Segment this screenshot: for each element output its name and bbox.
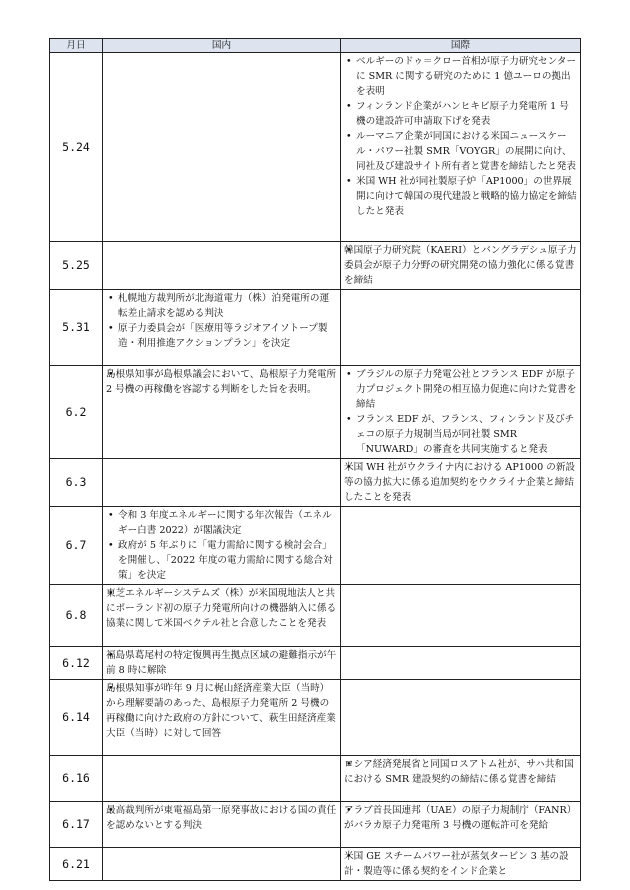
international-cell — [341, 53, 581, 242]
domestic-cell — [103, 290, 341, 366]
international-cell — [341, 647, 581, 680]
international-entry-list — [344, 54, 577, 219]
row-date: 6.16 — [50, 756, 103, 802]
international-entry-list — [344, 803, 577, 833]
row-date: 6.17 — [50, 802, 103, 848]
table-row — [50, 680, 581, 756]
row-date: 5.25 — [50, 242, 103, 290]
domestic-entry-list — [106, 648, 337, 678]
international-entry-list — [344, 367, 577, 457]
international-entry: • 米国 GE スチームパワー社が蒸気タービン 3 基の設計・製造等に係る契約をインド企業と — [344, 849, 577, 879]
row-date: 5.31 — [50, 290, 103, 366]
international-entry-list — [344, 757, 577, 787]
domestic-entry: • 島根県知事が昨年 9 月に梶山経済産業大臣（当時）から理解要請のあった、島根原子力発電所 2 号機の再稼働に向けた政府の方針について、萩生田経済産業大臣（当時）に対して回答 — [106, 681, 337, 741]
domestic-entry: • 東芝エネルギーシステムズ（株）が米国現地法人と共にポーランド初の原子力発電所向けの機器納入に係る協業に関して米国ベクテル社と合意したことを発表 — [106, 586, 337, 631]
international-cell — [341, 680, 581, 756]
international-entry: • ロシア経済発展省と同国ロスアトム社が、サハ共和国における SMR 建設契約の締結に係る覚書を締結 — [344, 757, 577, 787]
domestic-entry: • 政府が 5 年ぶりに「電力需給に関する検討会合」を開催し、「2022 年度の電力需給に関する総合対策」を決定 — [106, 538, 337, 583]
domestic-entry: • 原子力委員会が「医療用等ラジオアイソトープ製造・利用推進アクションプラン」を決定 — [106, 321, 337, 351]
domestic-entry: • 令和 3 年度エネルギーに関する年次報告（エネルギー白書 2022）が閣議決定 — [106, 508, 337, 538]
domestic-cell — [103, 680, 341, 756]
domestic-entry-list — [106, 586, 337, 631]
international-entry-list — [344, 849, 577, 879]
row-date: 6.3 — [50, 459, 103, 507]
header-row — [50, 39, 581, 53]
domestic-entry-list — [106, 508, 337, 583]
domestic-cell — [103, 647, 341, 680]
international-cell — [341, 242, 581, 290]
international-entry: • フィンランド企業がハンヒキビ原子力発電所 1 号機の建設許可申請取下げを発表 — [344, 99, 577, 129]
domestic-entry: • 最高裁判所が東電福島第一原発事故における国の責任を認めないとする判決 — [106, 803, 337, 833]
domestic-entry: • 札幌地方裁判所が北海道電力（株）泊発電所の運転差止請求を認める判決 — [106, 291, 337, 321]
domestic-entry-list — [106, 291, 337, 351]
row-date: 6.8 — [50, 585, 103, 647]
international-entry: • フランス EDF が、フランス、フィンランド及びチェコの原子力規制当局が同社製 SMR「NUWARD」の審査を共同実施すると発表 — [344, 412, 577, 457]
international-cell — [341, 290, 581, 366]
table-row — [50, 366, 581, 459]
row-date: 6.21 — [50, 848, 103, 881]
domestic-entry-list — [106, 367, 337, 397]
domestic-entry: • 福島県葛尾村の特定復興再生拠点区域の避難指示が午前 8 時に解除 — [106, 648, 337, 678]
table-row — [50, 507, 581, 585]
table-body — [50, 53, 581, 881]
domestic-cell — [103, 459, 341, 507]
row-date: 6.12 — [50, 647, 103, 680]
row-date: 5.24 — [50, 53, 103, 242]
international-cell — [341, 585, 581, 647]
domestic-cell — [103, 585, 341, 647]
domestic-entry-list — [106, 803, 337, 833]
international-entry-list — [344, 243, 577, 288]
row-date: 6.2 — [50, 366, 103, 459]
table-row — [50, 459, 581, 507]
domestic-entry: • 島根県知事が島根県議会において、島根原子力発電所 2 号機の再稼働を容認する判断をした旨を表明。 — [106, 367, 337, 397]
header-date: 月日 — [50, 39, 103, 53]
international-cell — [341, 848, 581, 881]
international-cell — [341, 802, 581, 848]
domestic-entry-list — [106, 681, 337, 741]
table-row — [50, 647, 581, 680]
domestic-cell — [103, 802, 341, 848]
table-row — [50, 585, 581, 647]
international-entry: • 米国 WH 社がウクライナ内における AP1000 の新設等の協力拡大に係る追加契約をウクライナ企業と締結したことを発表 — [344, 460, 577, 505]
domestic-cell — [103, 848, 341, 881]
row-date: 6.14 — [50, 680, 103, 756]
domestic-cell — [103, 53, 341, 242]
domestic-cell — [103, 507, 341, 585]
international-entry: • ブラジルの原子力発電公社とフランス EDF が原子力プロジェクト開発の相互協力促進に向けた覚書を締結 — [344, 367, 577, 412]
table-row — [50, 242, 581, 290]
international-cell — [341, 507, 581, 585]
table-row — [50, 802, 581, 848]
international-entry: • アラブ首長国連邦（UAE）の原子力規制庁（FANR）がバラカ原子力発電所 3 号機の運転許可を発給 — [344, 803, 577, 833]
international-entry-list — [344, 460, 577, 505]
international-cell — [341, 366, 581, 459]
domestic-cell — [103, 242, 341, 290]
header-international: 国際 — [341, 39, 581, 53]
row-date: 6.7 — [50, 507, 103, 585]
domestic-cell — [103, 366, 341, 459]
international-entry: • ベルギーのドゥ＝クロー首相が原子力研究センターに SMR に関する研究のために 1 億ユーロの拠出を表明 — [344, 54, 577, 99]
header-domestic: 国内 — [103, 39, 341, 53]
table-row — [50, 756, 581, 802]
table-row — [50, 290, 581, 366]
chronology-table — [49, 38, 581, 881]
international-entry: • 韓国原子力研究院（KAERI）とバングラデシュ原子力委員会が原子力分野の研究開発の協力強化に係る覚書を締結 — [344, 243, 577, 288]
table-row — [50, 848, 581, 881]
international-entry: • 米国 WH 社が同社製原子炉「AP1000」の世界展開に向けて韓国の現代建設と戦略的協力協定を締結したと発表 — [344, 174, 577, 219]
table-row — [50, 53, 581, 242]
international-cell — [341, 756, 581, 802]
domestic-cell — [103, 756, 341, 802]
international-entry: • ルーマニア企業が同国における米国ニュースケール・パワー社製 SMR「VOYGR」の展開に向け、同社及び建設サイト所有者と覚書を締結したと発表 — [344, 129, 577, 174]
international-cell — [341, 459, 581, 507]
